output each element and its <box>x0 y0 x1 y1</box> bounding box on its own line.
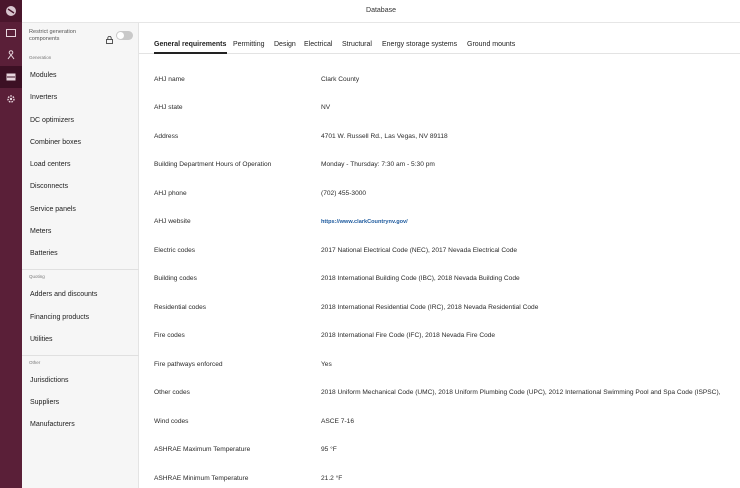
ahj-website-link[interactable]: https://www.clarkCountrynv.gov/ <box>321 219 408 225</box>
field-label: Fire codes <box>154 332 185 339</box>
toggle-knob <box>117 32 124 39</box>
field-label: Other codes <box>154 389 190 396</box>
field-value: Monday - Thursday: 7:30 am - 5:30 pm <box>321 161 435 168</box>
field-value: 2018 International Fire Code (IFC), 2018 Nevada Fire Code <box>321 332 496 339</box>
database-sidebar <box>22 23 139 488</box>
sidebar-item-load-centers[interactable]: Load centers <box>30 161 71 168</box>
field-label: ASHRAE Maximum Temperature <box>154 446 251 453</box>
tab-structural[interactable]: Structural <box>342 41 372 48</box>
field-value: 95 °F <box>321 446 337 453</box>
field-value: 2018 International Residential Code (IRC), 2018 Nevada Residential Code <box>321 304 539 311</box>
sidebar-item-suppliers[interactable]: Suppliers <box>30 399 60 406</box>
top-header <box>22 0 740 23</box>
sidebar-item-batteries[interactable]: Batteries <box>30 250 58 257</box>
section-generation: Generation <box>29 55 52 60</box>
sidebar-divider <box>22 269 139 270</box>
app-logo-icon[interactable] <box>0 0 22 22</box>
sidebar-item-disconnects[interactable]: Disconnects <box>30 183 69 190</box>
section-other: Other <box>29 360 41 365</box>
sidebar-item-adders-and-discounts[interactable]: Adders and discounts <box>30 291 98 298</box>
field-label: AHJ phone <box>154 190 187 197</box>
field-value: 2018 Uniform Mechanical Code (UMC), 2018 Uniform Plumbing Code (UPC), 2012 International Swimming Pool and Spa Code (ISPSC), <box>321 389 721 396</box>
sidebar-item-modules[interactable]: Modules <box>30 72 57 79</box>
active-tab-indicator <box>154 52 227 54</box>
field-label: Building Department Hours of Operation <box>154 161 272 168</box>
sidebar-item-utilities[interactable]: Utilities <box>30 336 53 343</box>
tab-ground-mounts[interactable]: Ground mounts <box>467 41 516 48</box>
field-value: (702) 455-3000 <box>321 190 367 197</box>
sidebar-item-financing-products[interactable]: Financing products <box>30 314 90 321</box>
field-label: Fire pathways enforced <box>154 361 223 368</box>
sidebar-item-dc-optimizers[interactable]: DC optimizers <box>30 117 74 124</box>
sidebar-item-meters[interactable]: Meters <box>30 228 52 235</box>
database-icon[interactable] <box>0 66 22 88</box>
lock-icon <box>106 31 113 49</box>
sidebar-item-manufacturers[interactable]: Manufacturers <box>30 421 75 428</box>
field-label: ASHRAE Minimum Temperature <box>154 475 249 482</box>
field-label: Building codes <box>154 275 197 282</box>
field-label: AHJ name <box>154 76 185 83</box>
sidebar-divider <box>22 355 139 356</box>
person-icon[interactable] <box>0 44 22 66</box>
field-value: ASCE 7-16 <box>321 418 354 425</box>
field-label: Address <box>154 133 179 140</box>
tab-design[interactable]: Design <box>274 41 296 48</box>
tab-electrical[interactable]: Electrical <box>304 41 333 48</box>
field-label: AHJ state <box>154 104 183 111</box>
sidebar-item-jurisdictions[interactable]: Jurisdictions <box>30 377 69 384</box>
field-value: NV <box>321 104 331 111</box>
folder-icon[interactable] <box>0 22 22 44</box>
field-value: 4701 W. Russell Rd., Las Vegas, NV 89118 <box>321 133 448 140</box>
sidebar-item-combiner-boxes[interactable]: Combiner boxes <box>30 139 81 146</box>
field-value: Clark County <box>321 76 360 83</box>
sidebar-item-service-panels[interactable]: Service panels <box>30 206 76 213</box>
restrict-generation-label: Restrict generation components <box>29 29 76 42</box>
tab-permitting[interactable]: Permitting <box>233 41 265 48</box>
section-quoting: Quoting <box>29 274 45 279</box>
gear-icon[interactable] <box>0 88 22 110</box>
restrict-generation-toggle[interactable] <box>116 31 133 40</box>
page-title: Database <box>366 7 396 14</box>
field-value: 2017 National Electrical Code (NEC), 2017 Nevada Electrical Code <box>321 247 518 254</box>
sidebar-item-inverters[interactable]: Inverters <box>30 94 58 101</box>
field-label: AHJ website <box>154 218 191 225</box>
tab-energy-storage-systems[interactable]: Energy storage systems <box>382 41 458 48</box>
icon-rail <box>0 0 22 488</box>
field-value: Yes <box>321 361 332 368</box>
field-label: Electric codes <box>154 247 196 254</box>
field-label: Wind codes <box>154 418 189 425</box>
field-label: Residential codes <box>154 304 207 311</box>
tab-general-requirements[interactable]: General requirements <box>154 41 227 48</box>
tab-bar <box>139 23 740 54</box>
field-value: 21.2 °F <box>321 475 343 482</box>
field-value: 2018 International Building Code (IBC), 2018 Nevada Building Code <box>321 275 520 282</box>
